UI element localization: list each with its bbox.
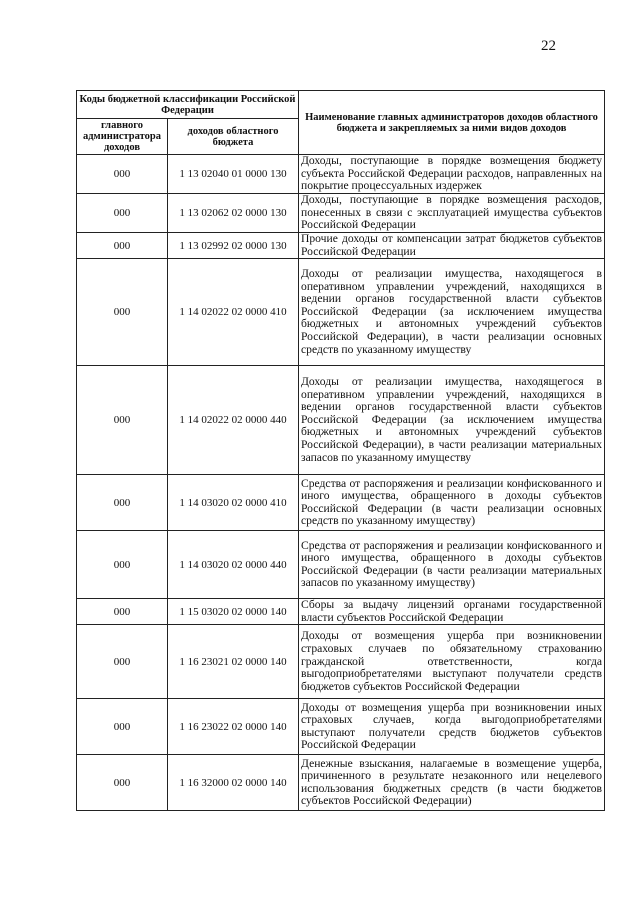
table-row [77,755,605,811]
admin-code-cell: 000 [77,625,168,699]
income-code-cell: 1 14 02022 02 0000 440 [168,366,299,475]
income-code-cell: 1 13 02040 01 0000 130 [168,155,299,194]
income-code-cell: 1 14 02022 02 0000 410 [168,259,299,366]
header-income-code: доходов областного бюджета [168,119,299,155]
table-row [77,366,605,475]
income-name-cell: Доходы от возмещения ущерба при возникновении страховых случаев по обязательному страхованию гражданской ответственности, когда выгодоприобретателями выступают получатели средств бюджетов субъектов Российской Федерации [299,625,605,699]
income-code-cell: 1 14 03020 02 0000 410 [168,475,299,531]
income-code-cell: 1 16 23021 02 0000 140 [168,625,299,699]
income-code-cell: 1 15 03020 02 0000 140 [168,599,299,625]
admin-code-cell: 000 [77,233,168,259]
income-name-cell: Средства от распоряжения и реализации конфискованного и иного имущества, обращенного в доходы субъектов Российской Федерации (в части реализации материальных запасов по указанному имуществу) [299,531,605,599]
budget-classification-table [76,90,605,811]
table-row [77,625,605,699]
income-code-cell: 1 13 02992 02 0000 130 [168,233,299,259]
table-row [77,599,605,625]
table-row [77,155,605,194]
table-row [77,194,605,233]
income-name-cell: Прочие доходы от компенсации затрат бюджетов субъектов Российской Федерации [299,233,605,259]
admin-code-cell: 000 [77,755,168,811]
admin-code-cell: 000 [77,366,168,475]
income-name-cell: Денежные взыскания, налагаемые в возмещение ущерба, причиненного в результате незаконного или нецелевого использования бюджетных средств (в части бюджетов субъектов Российской Федерации) [299,755,605,811]
table-row [77,531,605,599]
table-row [77,699,605,755]
header-codes-group: Коды бюджетной классификации Российской Федерации [77,91,299,119]
income-name-cell: Сборы за выдачу лицензий органами государственной власти субъектов Российской Федерации [299,599,605,625]
header-name: Наименование главных администраторов доходов областного бюджета и закрепляемых за ними видов доходов [299,91,605,155]
income-name-cell: Доходы, поступающие в порядке возмещения расходов, понесенных в связи с эксплуатацией имущества субъектов Российской Федерации [299,194,605,233]
admin-code-cell: 000 [77,194,168,233]
income-name-cell: Доходы от реализации имущества, находящегося в оперативном управлении учреждений, находящихся в ведении органов государственной власти субъектов Российской Федерации (за исключением имущества бюджетных и автономных учреждений субъектов Российской Федерации), в части реализации основных средств по указанному имуществу [299,259,605,366]
income-name-cell: Доходы, поступающие в порядке возмещения бюджету субъекта Российской Федерации расходов, направленных на покрытие процессуальных издержек [299,155,605,194]
income-name-cell: Доходы от возмещения ущерба при возникновении иных страховых случаев, когда выгодоприобретателями выступают получатели средств бюджетов субъектов Российской Федерации [299,699,605,755]
income-code-cell: 1 16 23022 02 0000 140 [168,699,299,755]
income-code-cell: 1 13 02062 02 0000 130 [168,194,299,233]
admin-code-cell: 000 [77,475,168,531]
income-name-cell: Доходы от реализации имущества, находящегося в оперативном управлении учреждений, находящихся в ведении органов государственной власти субъектов Российской Федерации (за исключением имущества бюджетных и автономных учреждений субъектов Российской Федерации), в части реализации материальных запасов по указанному имуществу [299,366,605,475]
table-row [77,259,605,366]
income-name-cell: Средства от распоряжения и реализации конфискованного и иного имущества, обращенного в доходы субъектов Российской Федерации (в части реализации основных средств по указанному имуществу) [299,475,605,531]
admin-code-cell: 000 [77,259,168,366]
header-admin-code: главного администратора доходов [77,119,168,155]
admin-code-cell: 000 [77,155,168,194]
income-code-cell: 1 14 03020 02 0000 440 [168,531,299,599]
table-row [77,475,605,531]
admin-code-cell: 000 [77,699,168,755]
page-number: 22 [541,38,556,54]
admin-code-cell: 000 [77,599,168,625]
admin-code-cell: 000 [77,531,168,599]
table-row [77,233,605,259]
income-code-cell: 1 16 32000 02 0000 140 [168,755,299,811]
